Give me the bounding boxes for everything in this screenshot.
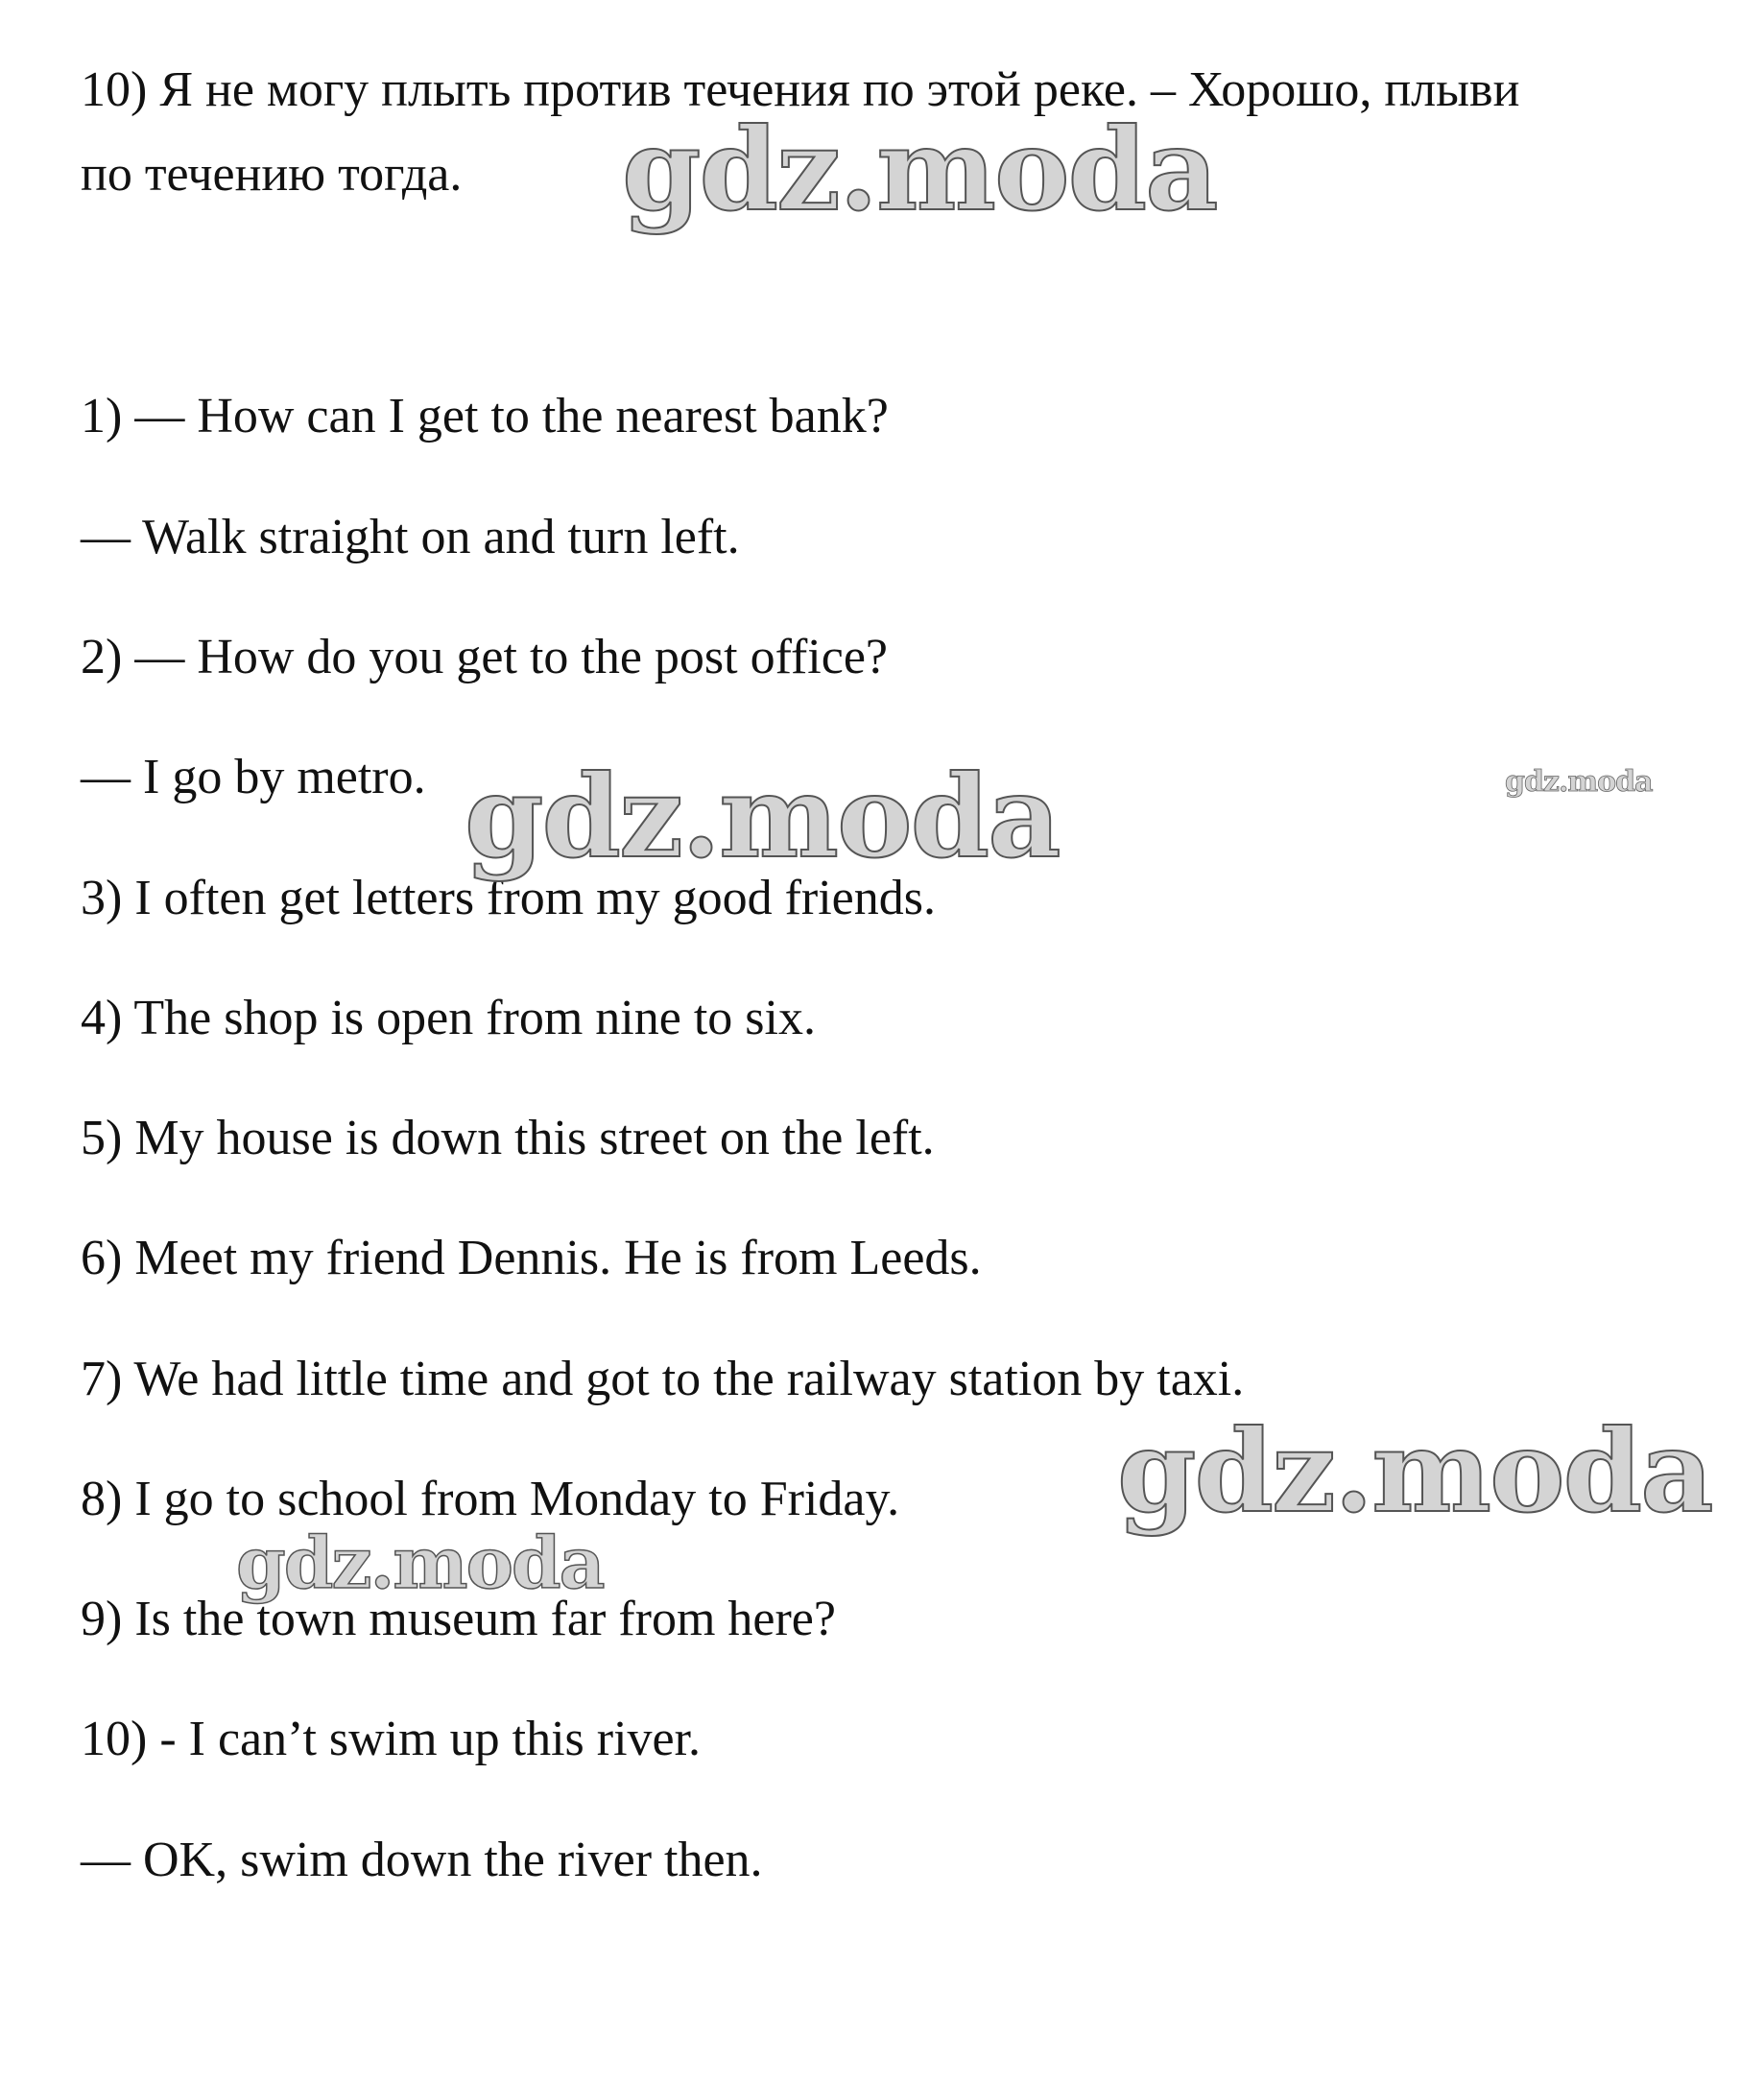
russian-item-line-2: по течению тогда. [81, 147, 463, 202]
answer-9: 9) Is the town museum far from here? [81, 1592, 836, 1646]
answer-5: 5) My house is down this street on the left. [81, 1111, 935, 1165]
answer-8: 8) I go to school from Monday to Friday. [81, 1472, 900, 1526]
watermark-logo: gdz.moda [622, 103, 1217, 236]
answer-3: 3) I often get letters from my good friends. [81, 871, 936, 925]
watermark-logo: gdz.moda [1505, 765, 1653, 799]
watermark-logo: gdz.moda [236, 1523, 604, 1605]
answer-2-reply: — I go by metro. [81, 750, 426, 804]
answer-1-reply: — Walk straight on and turn left. [81, 510, 740, 564]
answer-10-reply: — OK, swim down the river then. [81, 1833, 763, 1887]
watermark-logo: gdz.moda [465, 750, 1060, 883]
watermark-logo: gdz.moda [1117, 1404, 1712, 1538]
answer-1-question: 1) — How can I get to the nearest bank? [81, 389, 889, 444]
answer-10-statement: 10) - I can’t swim up this river. [81, 1712, 702, 1766]
answer-6: 6) Meet my friend Dennis. He is from Leeds. [81, 1231, 982, 1285]
answer-7: 7) We had little time and got to the railway station by taxi. [81, 1352, 1245, 1406]
russian-item-line-1: 10) Я не могу плыть против течения по этой реке. – Хорошо, плыви [81, 62, 1520, 117]
answer-4: 4) The shop is open from nine to six. [81, 991, 816, 1045]
answer-2-question: 2) — How do you get to the post office? [81, 630, 888, 684]
